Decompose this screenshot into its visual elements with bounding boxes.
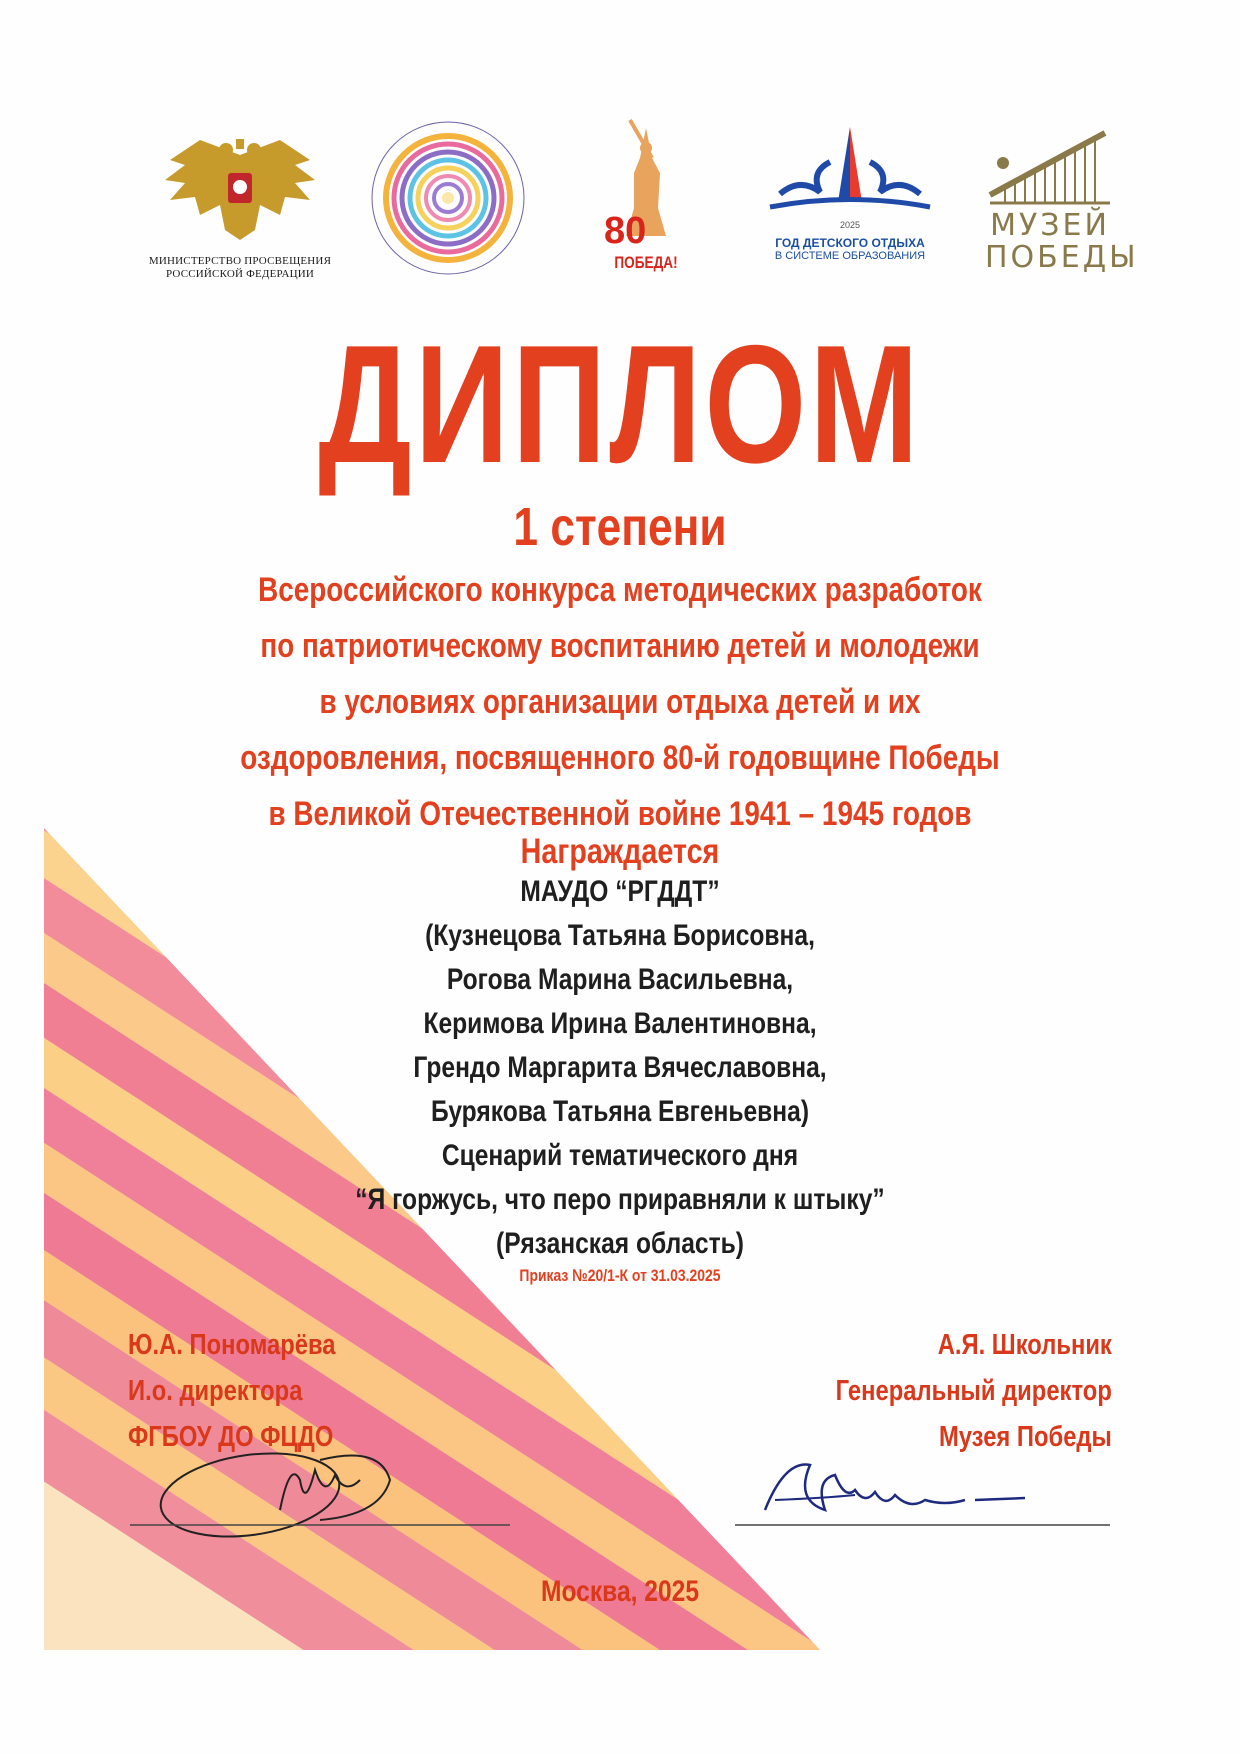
rainbow-spiral-icon: [368, 118, 528, 278]
double-headed-eagle-icon: [140, 135, 340, 250]
left-signatory-organization: ФГБОУ ДО ФЦДО: [128, 1421, 334, 1453]
recipient-line: (Рязанская область): [496, 1227, 744, 1260]
ministry-logo: [140, 135, 340, 295]
right-signatory-name: А.Я. Школьник: [937, 1329, 1112, 1361]
contest-description: [112, 562, 1129, 842]
fcdo-circle-logo: [368, 118, 528, 278]
victory-80-logo: [600, 118, 692, 288]
museum-building-icon: [985, 125, 1115, 205]
right-signatory-position: Генеральный директор: [835, 1375, 1112, 1407]
city-year: Москва, 2025: [540, 1575, 700, 1608]
recipient-line: МАУДО “РГДДТ”: [520, 875, 720, 908]
contest-line: в Великой Отечественной войне 1941 – 1945 годов: [268, 795, 972, 833]
recipient-line: (Кузнецова Татьяна Борисовна,: [425, 919, 815, 952]
year-of-childrens-rest-logo: [760, 122, 940, 282]
victory-museum-logo: [985, 125, 1139, 285]
sailboat-icon: [760, 122, 940, 222]
diploma-degree: 1 степени: [513, 497, 727, 557]
museum-line-2: ПОБЕДЫ: [985, 240, 1139, 275]
ministry-caption-1: МИНИСТЕРСТВО ПРОСВЕЩЕНИЯ: [148, 255, 332, 267]
victory-number: 80: [604, 210, 647, 252]
year-small: 2025: [839, 220, 861, 230]
recipient-block: [0, 870, 1240, 1266]
left-handwritten-signature: [120, 1440, 520, 1550]
left-signatory-position: И.о. директора: [128, 1375, 303, 1407]
ministry-caption-2: РОССИЙСКОЙ ФЕДЕРАЦИИ: [165, 268, 315, 280]
contest-line: по патриотическому воспитанию детей и молодежи: [260, 627, 980, 665]
contest-line: оздоровления, посвященного 80-й годовщине Победы: [240, 739, 1000, 777]
year-caption-2: В СИСТЕМЕ ОБРАЗОВАНИЯ: [774, 250, 926, 262]
recipient-line: “Я горжусь, что перо приравняли к штыку”: [355, 1183, 885, 1216]
contest-line: в условиях организации отдыха детей и их: [319, 683, 921, 721]
diploma-title: ДИПЛОМ: [318, 310, 922, 498]
order-reference: Приказ №20/1-К от 31.03.2025: [519, 1266, 721, 1285]
left-signatory-name: Ю.А. Пономарёва: [128, 1329, 336, 1361]
year-caption-1: ГОД ДЕТСКОГО ОТДЫХА: [775, 236, 925, 250]
contest-line: Всероссийского конкурса методических разработок: [258, 571, 982, 609]
recipient-line: Керимова Ирина Валентиновна,: [423, 1007, 817, 1040]
right-signatory-organization: Музея Победы: [939, 1421, 1112, 1453]
museum-line-1: МУЗЕЙ: [990, 208, 1110, 243]
recipient-line: Грендо Маргарита Вячеславовна,: [413, 1051, 827, 1084]
awarded-label: Награждается: [520, 832, 720, 871]
recipient-line: Сценарий тематического дня: [441, 1139, 799, 1172]
victory-text: ПОБЕДА!: [614, 253, 678, 272]
right-handwritten-signature: [735, 1440, 1115, 1550]
recipient-line: Бурякова Татьяна Евгеньевна): [430, 1095, 810, 1128]
recipient-line: Рогова Марина Васильевна,: [446, 963, 794, 996]
